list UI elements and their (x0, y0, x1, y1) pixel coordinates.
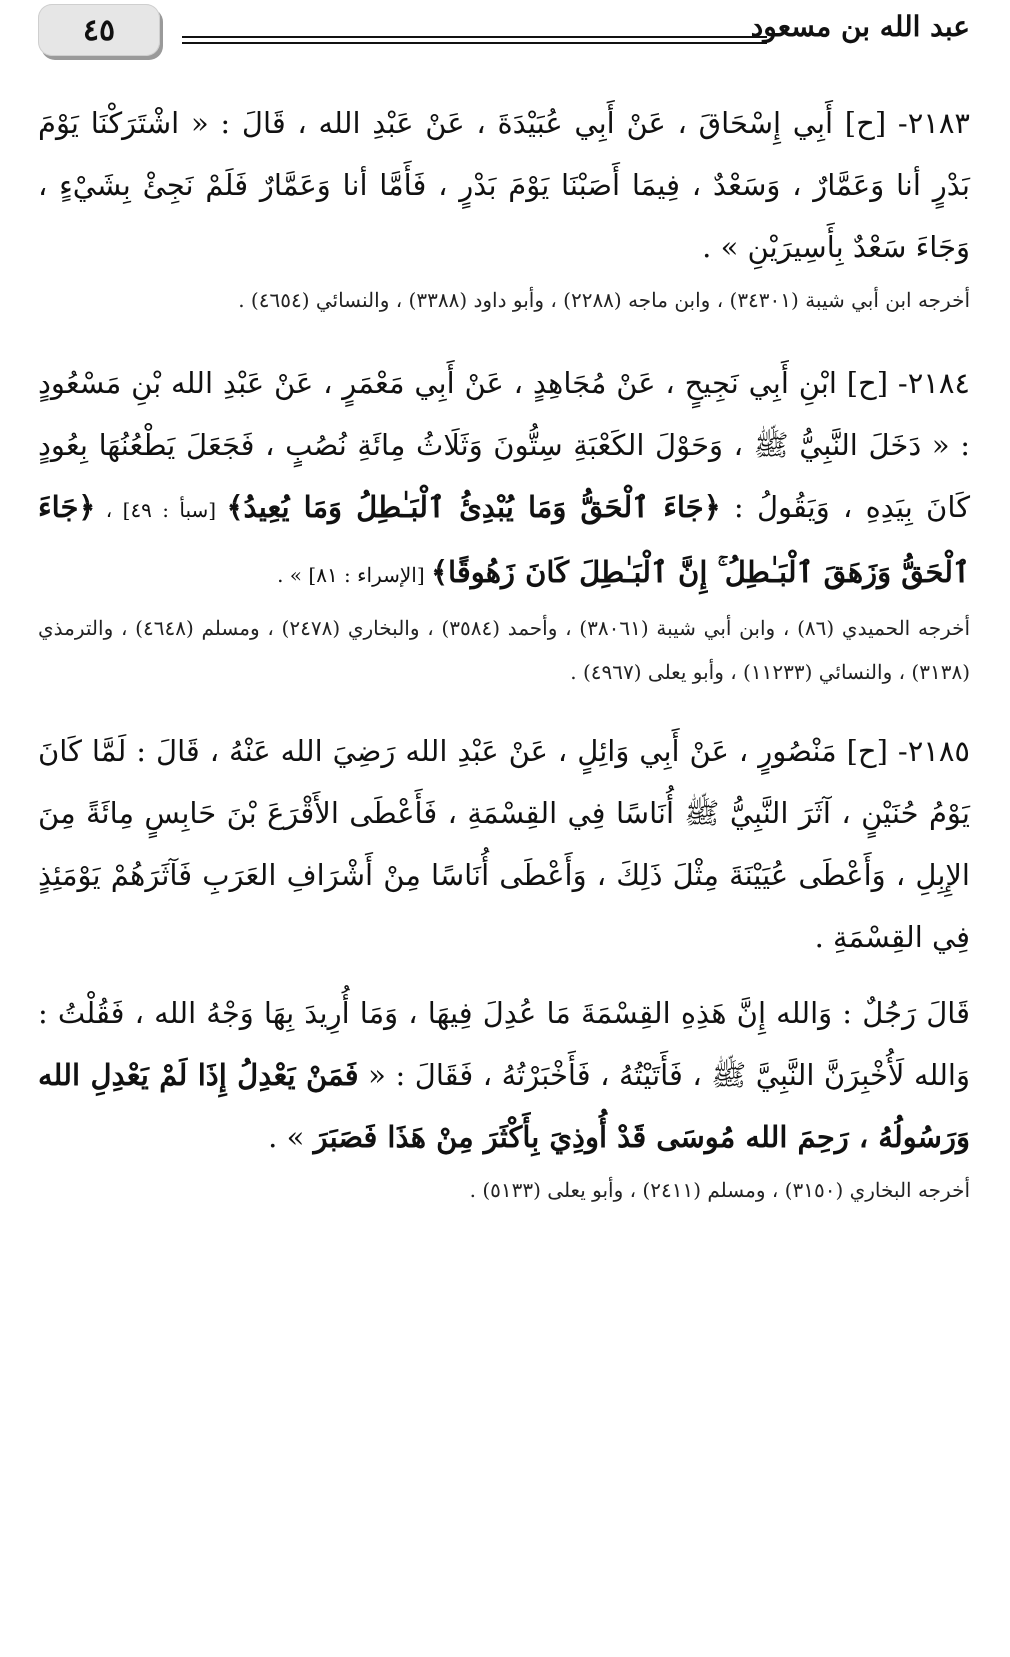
takhrij-note: أخرجه البخاري (٣١٥٠) ، ومسلم (٢٤١١) ، وأبو يعلى (٥١٣٣) . (469, 1178, 970, 1202)
verse-reference: [سبأ : ٤٩] ، (95, 498, 227, 522)
running-title: عبد الله بن مسعود (750, 10, 970, 43)
hadith-body: » . (268, 1120, 314, 1154)
quran-verse: ﴿جَاءَ ٱلْحَقُّ وَمَا يُبْدِئُ ٱلْبَـٰطِلُ وَمَا يُعِيدُ﴾ (226, 490, 721, 524)
hadith-text (38, 92, 970, 278)
hadith-body: ٢١٨٤- [ح] ابْنِ أَبِي نَجِيحٍ ، عَنْ مُجَاهِدٍ ، عَنْ أَبِي مَعْمَرٍ ، عَنْ عَبْدِ الله بْنِ مَسْعُودٍ : « دَخَلَ النَّبِيُّ ﷺ ، وَحَوْلَ الكَعْبَةِ سِتُّونَ وَثَلَاثُ مِائَةِ نُصُبٍ ، فَجَعَلَ يَطْعُنُهَا بِعُودٍ كَانَ بِيَدِهِ ، وَيَقُولُ : (38, 366, 971, 524)
prophetic-speech: فَمَنْ يَعْدِلُ إِذَا لَمْ يَعْدِلِ الله وَرَسُولُهُ ، رَحِمَ الله مُوسَى قَدْ أُوذِيَ بِأَكْثَرَ مِنْ هَذَا فَصَبَرَ (38, 1058, 970, 1154)
page-content (38, 92, 970, 1212)
spacer (38, 694, 970, 720)
hadith-entry-2183 (38, 92, 970, 322)
takhrij-note: أخرجه ابن أبي شيبة (٣٤٣٠١) ، وابن ماجه (٢٢٨٨) ، وأبو داود (٣٣٨٨) ، والنسائي (٤٦٥٤) . (238, 288, 970, 312)
page-number: ٤٥ (82, 12, 116, 48)
hadith-body: ٢١٨٣- [ح] أَبِي إِسْحَاقَ ، عَنْ أَبِي عُبَيْدَةَ ، عَنْ عَبْدِ الله ، قَالَ : « اشْتَرَكْنَا يَوْمَ بَدْرٍ أنا وَعَمَّارٌ ، وَسَعْدٌ ، فِيمَا أَصَبْنَا يَوْمَ بَدْرٍ ، فَأَمَّا أنا وَعَمَّارٌ فَلَمْ نَجِئْ بِشَيْءٍ ، وَجَاءَ سَعْدٌ بِأَسِيرَيْنِ » . (38, 106, 970, 264)
page-header (0, 0, 1010, 70)
verse-reference: [الإسراء : ٨١] » . (277, 563, 432, 587)
hadith-entry-2185 (38, 720, 970, 1212)
hadith-text (38, 720, 970, 968)
quran-verse: ﴿جَاءَ ٱلْحَقُّ وَزَهَقَ ٱلْبَـٰطِلُ ۚ إِنَّ ٱلْبَـٰطِلَ كَانَ زَهُوقًا﴾ (38, 490, 970, 589)
header-rule-bottom (182, 42, 767, 44)
hadith-text-continued (38, 982, 970, 1168)
hadith-text (38, 352, 970, 606)
header-rule-top (182, 36, 767, 38)
hadith-body: ٢١٨٥- [ح] مَنْصُورٍ ، عَنْ أَبِي وَائِلٍ ، عَنْ عَبْدِ الله رَضِيَ الله عَنْهُ ، قَالَ : لَمَّا كَانَ يَوْمُ حُنَيْنٍ ، آثَرَ النَّبِيُّ ﷺ أُنَاسًا فِي القِسْمَةِ ، فَأَعْطَى الأَقْرَعَ بْنَ حَابِسٍ مِائَةً مِنَ الإِبِلِ ، وَأَعْطَى عُيَيْنَةَ مِثْلَ ذَلِكَ ، وَأَعْطَى أُنَاسًا مِنْ أَشْرَافِ العَرَبِ فَآثَرَهُمْ يَوْمَئِذٍ فِي القِسْمَةِ . (38, 734, 971, 954)
page-number-badge (38, 4, 160, 56)
spacer (38, 968, 970, 982)
hadith-entry-2184 (38, 352, 970, 694)
hadith-body: قَالَ رَجُلٌ : وَالله إِنَّ هَذِهِ القِسْمَةَ مَا عُدِلَ فِيهَا ، وَمَا أُرِيدَ بِهَا وَجْهُ الله ، فَقُلْتُ : وَالله لَأُخْبِرَنَّ النَّبِيَّ ﷺ ، فَأَتَيْتُهُ ، فَأَخْبَرْتُهُ ، فَقَالَ : « (38, 996, 970, 1092)
spacer (38, 322, 970, 352)
takhrij-note: أخرجه الحميدي (٨٦) ، وابن أبي شيبة (٣٨٠٦١) ، وأحمد (٣٥٨٤) ، والبخاري (٢٤٧٨) ، ومسلم (٤٦٤٨) ، والترمذي (٣١٣٨) ، والنسائي (١١٢٣٣) ، وأبو يعلى (٤٩٦٧) . (38, 616, 971, 684)
